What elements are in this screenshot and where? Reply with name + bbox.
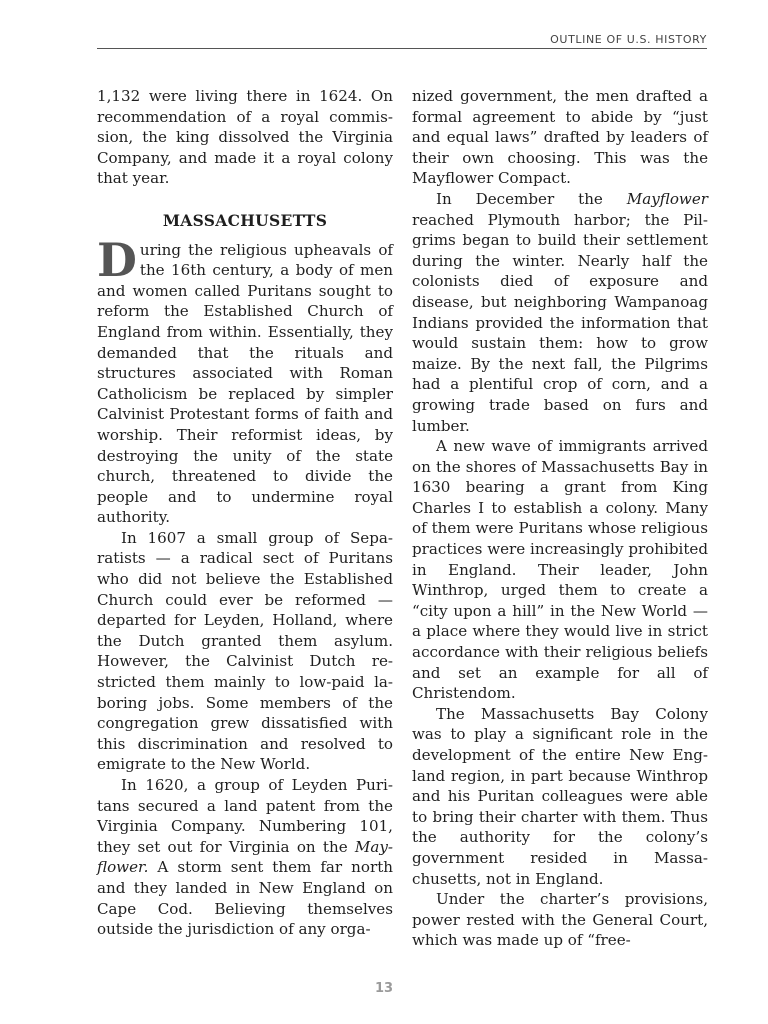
page-number: 13 — [374, 981, 394, 996]
running-head: OUTLINE OF U.S. HISTORY — [550, 33, 707, 46]
left-column — [97, 86, 393, 940]
paragraph-intro: 1,132 were living there in 1624. On recommendation of a royal commission, the king dissolved the Virginia Company, and made it a royal colony that year. — [97, 87, 393, 188]
paragraph-bay-colony: The Massachusetts Bay Colony was to play a significant role in the development of the entire New England region, in part because Winthrop and his Puritan colleagues were able to bring their charter with them. Thus the authority for the colony’s government resided in Massachusetts, not in England. — [412, 704, 708, 888]
paragraph-charter: Under the charter’s provisions, power rested with the General Court, which was made up of “free- — [412, 890, 708, 950]
paragraph-text: uring the religious upheavals of the 16th century, a body of men and women called Puritans sought to reform the Established Church of England from within. Essentially, they demanded that the rituals and structures associated with Roman Catholicism be replaced by simpler Calvinist Protestant forms of faith and worship. Their reformist ideas, by destroying the unity of the state church, threatened to divide the people and to undermine royal authority. — [97, 240, 393, 527]
section-heading: MASSACHUSETTS — [162, 210, 328, 230]
paragraph-text: reached Plymouth harbor; the Pilgrims began to build their settlement during the winter. Nearly half the colonists died of exposure and disease, but neighboring Wampanoag Indians provided the information that would sustain them: how to grow maize. By the next fall, the Pilgrims had a plentiful crop of corn, and a growing trade based on furs and lumber. — [412, 210, 708, 435]
paragraph-plymouth — [412, 189, 708, 436]
paragraph-text: In 1620, a group of Leyden Puritans secured a land patent from the Virginia Company. Numbering 101, they set out for Virginia on the — [97, 776, 393, 856]
right-column — [412, 86, 708, 951]
paragraph-separatists: In 1607 a small group of Separatists — a radical sect of Puritans who did not believe the Established Church could ever be reformed — departed for Leyden, Holland, where the Dutch granted them asylum. However, the Calvinist Dutch restricted them mainly to low-paid laboring jobs. Some members of the congregation grew dissatisfied with this discrimination and resolved to emigrate to the New World. — [97, 528, 393, 774]
header-rule — [97, 48, 707, 49]
paragraph-text: In December the — [436, 189, 627, 208]
paragraph-dropcap — [97, 232, 393, 528]
drop-cap: D — [97, 232, 137, 287]
ship-name: Mayflower. — [97, 837, 393, 877]
paragraph-text: A storm sent them far north and they landed in New England on Cape Cod. Believing themselves outside the jurisdiction of any orga- — [97, 858, 393, 939]
ship-name: Mayflower — [626, 189, 708, 208]
paragraph-continued: nized government, the men drafted a formal agreement to abide by “just and equal laws” drafted by leaders of their own choosing. This was the Mayflower Compact. — [412, 87, 708, 188]
paragraph-massachusetts-bay: A new wave of immigrants arrived on the shores of Massachusetts Bay in 1630 bearing a grant from King Charles I to establish a colony. Many of them were Puritans whose religious practices were increasingly prohibited in England. Their leader, John Winthrop, urged them to create a “city upon a hill” in the New World — a place where they would live in strict accordance with their religious beliefs and set an example for all of Christendom. — [412, 437, 708, 703]
paragraph-leyden — [97, 775, 393, 940]
